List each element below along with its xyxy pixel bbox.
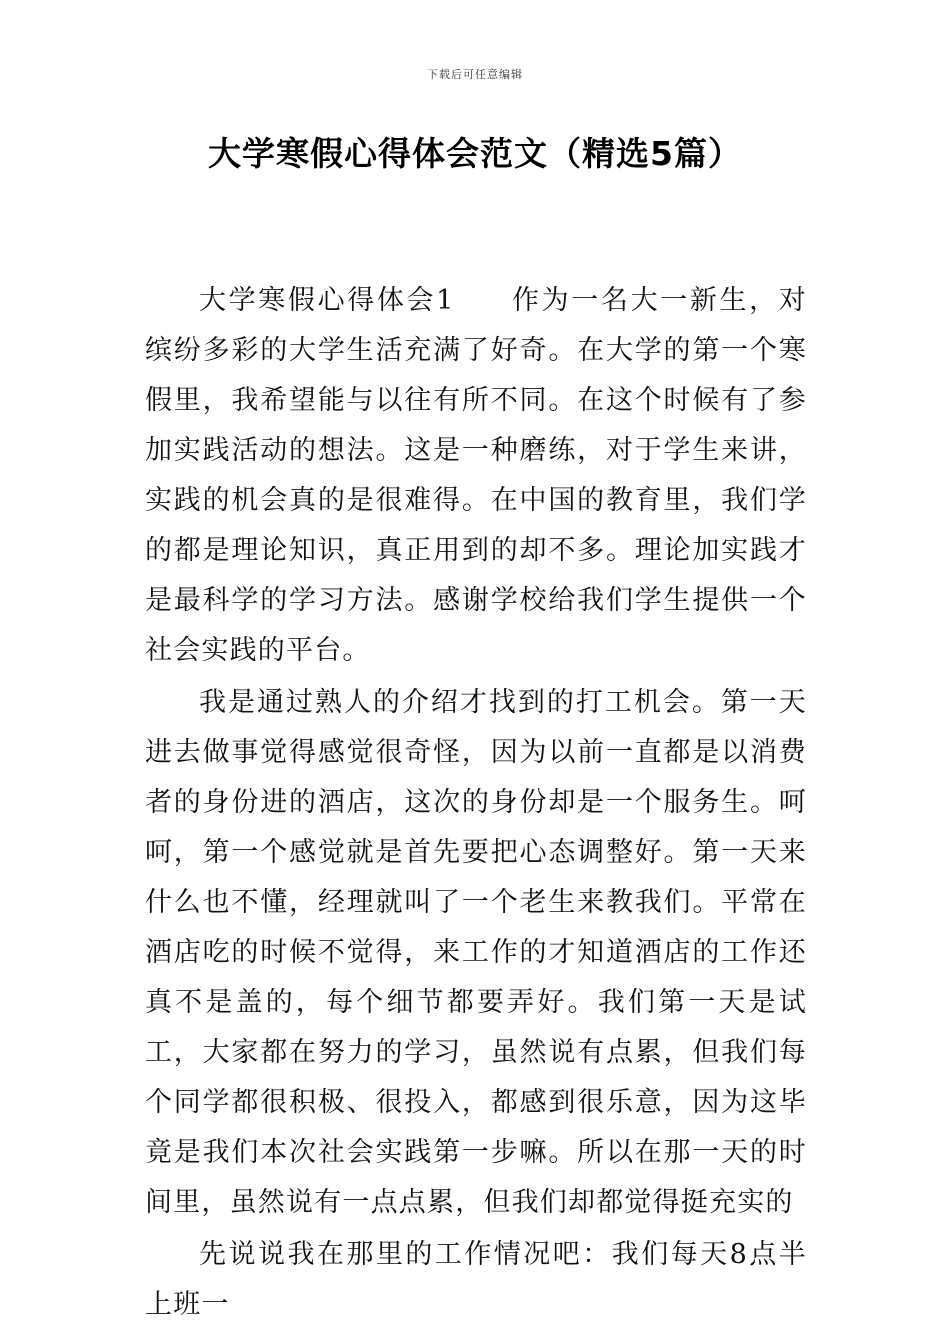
paragraph-2 — [145, 678, 807, 1228]
header-note: 下载后可任意编辑 — [427, 68, 523, 81]
paragraph-1 — [145, 276, 807, 676]
paragraph-1-text: 作为一名大一新生，对缤纷多彩的大学生活充满了好奇。在大学的第一个寒假里，我希望能与以往有所不同。在这个时候有了参加实践活动的想法。这是一种磨练，对于学生来讲，实践的机会真的是很难得。在中国的教育里，我们学的都是理论知识，真正用到的却不多。理论加实践才是最科学的学习方法。感谢学校给我们学生提供一个社会实践的平台。 — [145, 285, 807, 666]
paragraph-3-text: 先说说我在那里的工作情况吧：我们每天8点半上班一 — [145, 1239, 807, 1320]
paragraph-3 — [145, 1230, 807, 1330]
paragraph-2-text: 我是通过熟人的介绍才找到的打工机会。第一天进去做事觉得感觉很奇怪，因为以前一直都是以消费者的身份进的酒店，这次的身份却是一个服务生。呵呵，第一个感觉就是首先要把心态调整好。第一天来什么也不懂，经理就叫了一个老生来教我们。平常在酒店吃的时候不觉得，来工作的才知道酒店的工作还真不是盖的，每个细节都要弄好。我们第一天是试工，大家都在努力的学习，虽然说有点累，但我们每个同学都很积极、很投入，都感到很乐意，因为这毕竟是我们本次社会实践第一步嘛。所以在那一天的时间里，虽然说有一点点累，但我们却都觉得挺充实的 — [145, 687, 807, 1218]
document-title: 大学寒假心得体会范文（精选5篇） — [208, 134, 742, 173]
document-body — [145, 276, 807, 1330]
section-heading: 大学寒假心得体会1 — [199, 285, 455, 316]
